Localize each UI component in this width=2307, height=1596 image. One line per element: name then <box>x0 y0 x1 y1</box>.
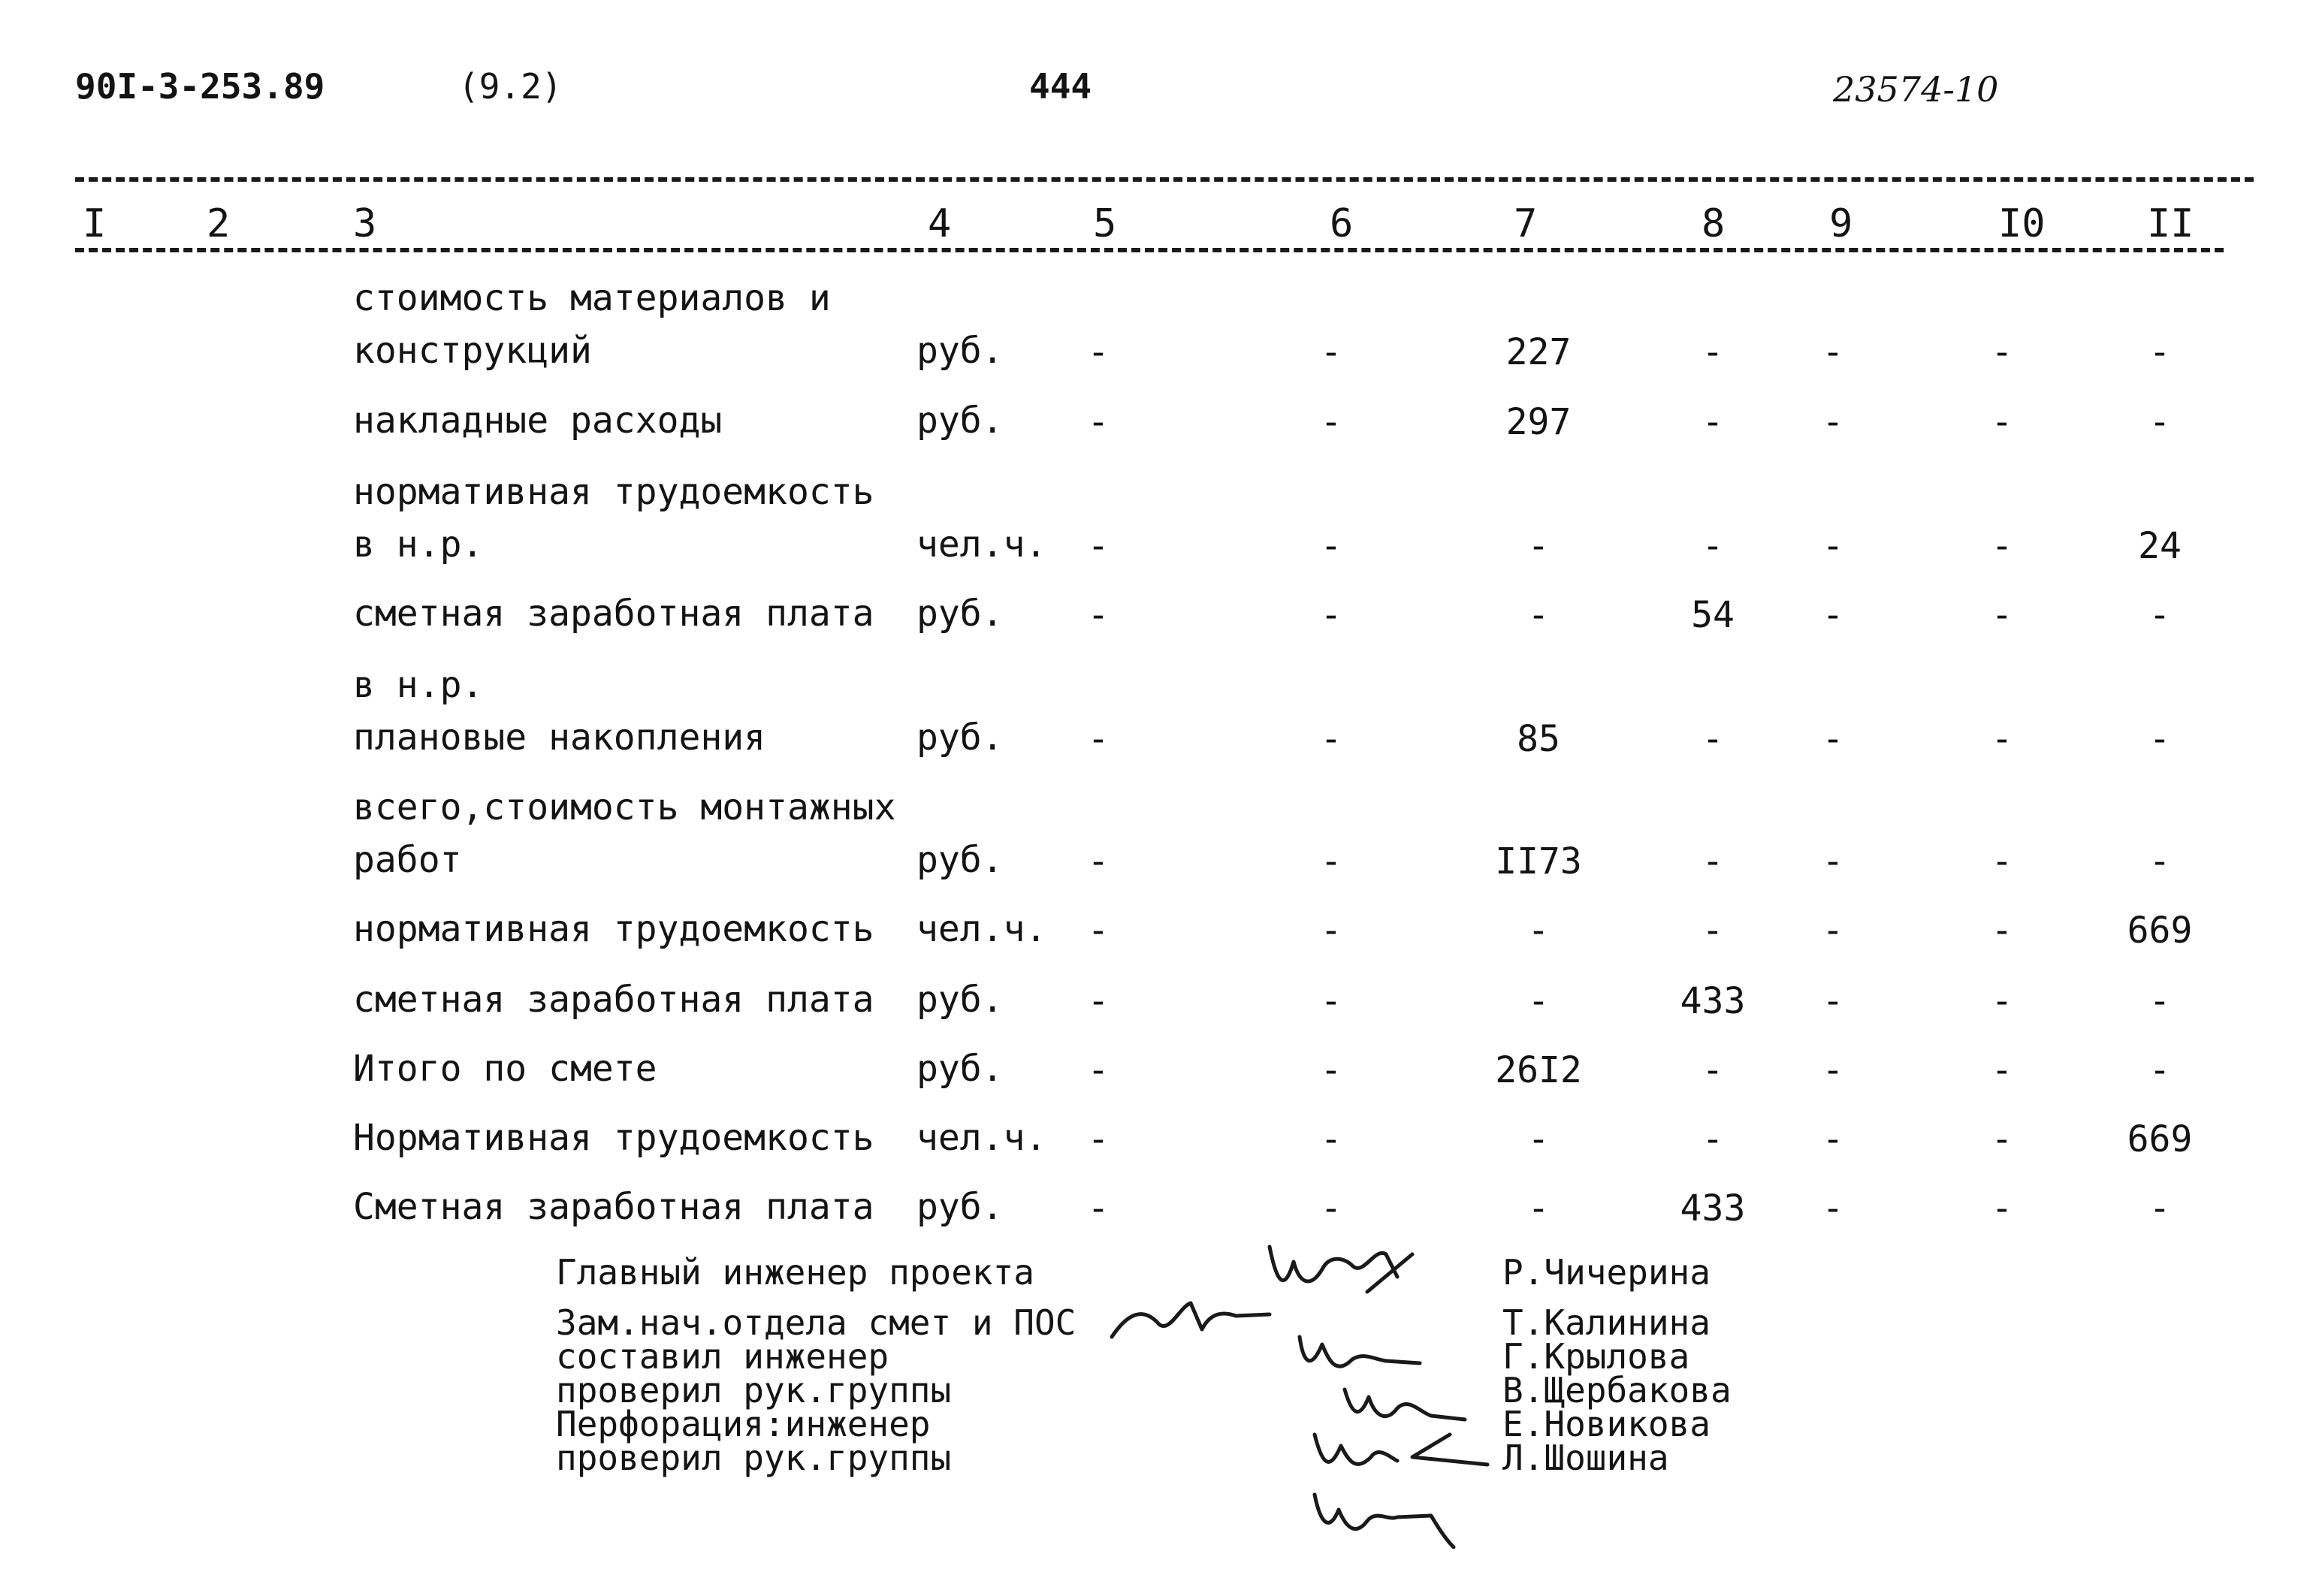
row-value-c5: - <box>1087 1049 1110 1091</box>
signature-role: составил инженер <box>556 1336 889 1377</box>
row-value-c5: - <box>1087 525 1110 567</box>
row-value-c7: - <box>1527 1187 1550 1229</box>
row-description: плановые накопления <box>353 717 766 759</box>
row-description: всего,стоимость монтажных <box>353 786 896 828</box>
column-number-rule <box>75 248 2224 252</box>
row-value-c7: 227 <box>1505 331 1572 373</box>
row-value-c5: - <box>1087 840 1110 882</box>
row-unit: руб. <box>916 1048 1004 1090</box>
row-value-c9: - <box>1822 525 1844 567</box>
signature-roles <box>556 1252 1076 1478</box>
signature-mark <box>1315 1495 1454 1547</box>
row-value-c5: - <box>1087 1118 1110 1160</box>
row-value-c10: - <box>1991 1049 2013 1091</box>
row-description: в н.р. <box>353 664 484 706</box>
row-value-c11: - <box>2148 331 2171 373</box>
row-value-c9: - <box>1822 980 1844 1022</box>
row-value-c7: - <box>1527 1118 1550 1160</box>
signature-role: Зам.нач.отдела смет и ПОС <box>556 1302 1076 1343</box>
signature-mark <box>1112 1303 1270 1337</box>
column-number: 3 <box>353 201 377 246</box>
signatory-name: Р.Чичерина <box>1502 1252 1711 1293</box>
section-number: (9.2) <box>458 66 563 107</box>
row-value-c7: II73 <box>1495 840 1582 882</box>
row-unit: руб. <box>916 400 1004 442</box>
row-value-c10: - <box>1991 910 2013 952</box>
signature-mark <box>1270 1247 1412 1292</box>
row-value-c9: - <box>1822 331 1844 373</box>
row-value-c7: 26I2 <box>1495 1049 1582 1091</box>
column-number: I <box>83 201 107 246</box>
column-number: I0 <box>1998 201 2046 246</box>
row-value-c6: - <box>1320 1118 1342 1160</box>
column-number: 9 <box>1829 201 1853 246</box>
row-value-c10: - <box>1991 401 2013 443</box>
row-value-c9: - <box>1822 1187 1844 1229</box>
signature-mark <box>1345 1389 1465 1420</box>
row-value-c8: - <box>1702 840 1724 882</box>
row-value-c6: - <box>1320 401 1342 443</box>
handwritten-signatures <box>1097 1232 1517 1555</box>
row-description: нормативная трудоемкость <box>353 908 874 950</box>
row-value-c11: - <box>2148 980 2171 1022</box>
row-value-c7: 297 <box>1505 401 1572 443</box>
row-value-c5: - <box>1087 331 1110 373</box>
row-unit: руб. <box>916 717 1004 759</box>
row-value-c11: - <box>2148 1049 2171 1091</box>
row-value-c9: - <box>1822 718 1844 760</box>
row-value-c9: - <box>1822 1049 1844 1091</box>
row-value-c10: - <box>1991 718 2013 760</box>
row-value-c7: - <box>1527 594 1550 636</box>
row-value-c6: - <box>1320 1187 1342 1229</box>
row-description: Сметная заработная плата <box>353 1186 874 1228</box>
row-value-c11: 24 <box>2138 525 2182 567</box>
row-value-c10: - <box>1991 1118 2013 1160</box>
row-value-c5: - <box>1087 1187 1110 1229</box>
row-value-c6: - <box>1320 525 1342 567</box>
row-value-c8: 433 <box>1680 980 1746 1022</box>
row-value-c6: - <box>1320 840 1342 882</box>
row-value-c11: 669 <box>2127 910 2193 952</box>
column-number: 4 <box>928 201 952 246</box>
row-value-c11: - <box>2148 1187 2171 1229</box>
row-value-c6: - <box>1320 1049 1342 1091</box>
row-value-c9: - <box>1822 840 1844 882</box>
column-number: 8 <box>1702 201 1726 246</box>
row-unit: руб. <box>916 330 1004 372</box>
row-value-c8: - <box>1702 718 1724 760</box>
signatory-name: Е.Новикова <box>1502 1404 1711 1444</box>
row-value-c8: - <box>1702 525 1724 567</box>
archive-number: 23574-10 <box>1833 69 1999 110</box>
row-value-c7: 85 <box>1517 718 1560 760</box>
row-description: в н.р. <box>353 523 484 566</box>
row-unit: руб. <box>916 979 1004 1021</box>
signature-names <box>1502 1252 1732 1478</box>
row-value-c10: - <box>1991 840 2013 882</box>
row-value-c9: - <box>1822 910 1844 952</box>
row-value-c8: - <box>1702 331 1724 373</box>
column-number: 7 <box>1514 201 1538 246</box>
row-value-c6: - <box>1320 594 1342 636</box>
signature-mark <box>1315 1435 1487 1465</box>
row-value-c6: - <box>1320 980 1342 1022</box>
signature-role: проверил рук.группы <box>556 1438 952 1478</box>
column-number: 2 <box>207 201 231 246</box>
row-value-c8: - <box>1702 1049 1724 1091</box>
row-value-c10: - <box>1991 980 2013 1022</box>
row-description: Итого по смете <box>353 1048 657 1090</box>
signature-role: проверил рук.группы <box>556 1370 952 1410</box>
signature-role: Главный инженер проекта <box>556 1252 1034 1293</box>
row-value-c11: - <box>2148 840 2171 882</box>
row-value-c11: - <box>2148 718 2171 760</box>
row-value-c5: - <box>1087 718 1110 760</box>
row-value-c11: - <box>2148 594 2171 636</box>
row-description: Нормативная трудоемкость <box>353 1117 874 1159</box>
row-value-c10: - <box>1991 331 2013 373</box>
row-value-c9: - <box>1822 594 1844 636</box>
row-unit: чел.ч. <box>916 1117 1047 1159</box>
column-number: 6 <box>1330 201 1354 246</box>
row-description: работ <box>353 839 462 881</box>
signatory-name: Т.Калинина <box>1502 1302 1711 1343</box>
column-number: 5 <box>1093 201 1117 246</box>
page-number: 444 <box>1029 66 1092 107</box>
row-value-c6: - <box>1320 910 1342 952</box>
row-description: сметная заработная плата <box>353 593 874 635</box>
row-description: накладные расходы <box>353 400 723 442</box>
row-value-c7: - <box>1527 980 1550 1022</box>
row-value-c5: - <box>1087 401 1110 443</box>
row-value-c8: - <box>1702 401 1724 443</box>
row-value-c8: 433 <box>1680 1187 1746 1229</box>
doc-code: 90I-3-253.89 <box>75 66 325 107</box>
row-description: сметная заработная плата <box>353 979 874 1021</box>
column-number: II <box>2147 201 2194 246</box>
row-unit: руб. <box>916 1186 1004 1228</box>
signatory-name: Л.Шошина <box>1502 1438 1669 1478</box>
row-value-c5: - <box>1087 594 1110 636</box>
row-value-c5: - <box>1087 980 1110 1022</box>
row-unit: чел.ч. <box>916 908 1047 950</box>
row-value-c8: - <box>1702 1118 1724 1160</box>
row-unit: руб. <box>916 593 1004 635</box>
row-value-c9: - <box>1822 401 1844 443</box>
row-unit: руб. <box>916 839 1004 881</box>
row-value-c11: 669 <box>2127 1118 2193 1160</box>
signatory-name: Г.Крылова <box>1502 1336 1690 1377</box>
row-value-c10: - <box>1991 525 2013 567</box>
row-value-c10: - <box>1991 1187 2013 1229</box>
row-description: стоимость материалов и <box>353 277 831 319</box>
signatory-name: В.Щербакова <box>1502 1370 1732 1410</box>
signature-role: Перфорация:инженер <box>556 1404 931 1444</box>
row-value-c6: - <box>1320 718 1342 760</box>
row-value-c9: - <box>1822 1118 1844 1160</box>
row-value-c10: - <box>1991 594 2013 636</box>
row-description: нормативная трудоемкость <box>353 471 874 513</box>
row-value-c7: - <box>1527 525 1550 567</box>
row-value-c11: - <box>2148 401 2171 443</box>
row-value-c6: - <box>1320 331 1342 373</box>
row-value-c5: - <box>1087 910 1110 952</box>
row-value-c8: - <box>1702 910 1724 952</box>
row-value-c7: - <box>1527 910 1550 952</box>
row-value-c8: 54 <box>1691 594 1735 636</box>
row-unit: чел.ч. <box>916 523 1047 566</box>
signature-mark <box>1300 1337 1420 1366</box>
column-number-row <box>0 201 2307 246</box>
top-rule <box>75 177 2254 182</box>
row-description: конструкций <box>353 330 592 372</box>
